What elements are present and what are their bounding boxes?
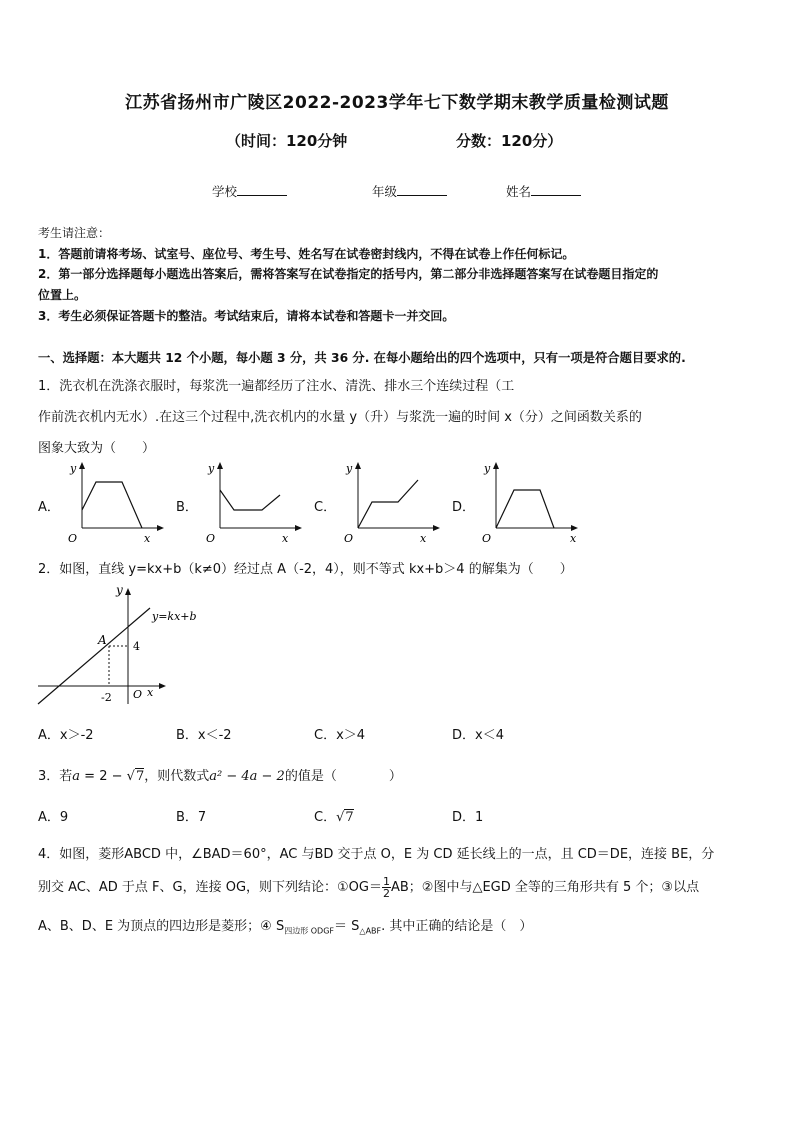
name-blank[interactable]	[531, 183, 581, 196]
q2-text: 2．如图，直线 y=kx+b（k≠0）经过点 A（-2，4），则不等式 kx+b＞4 的解集为（ ）	[38, 562, 573, 577]
grade-field: 年级	[372, 182, 447, 200]
q2-axis-y: y	[116, 583, 123, 597]
q2-option-c[interactable]: C．x＞4	[314, 728, 366, 743]
q4-line-1: 4．如图，菱形ABCD 中，∠BAD＝60°，AC 与BD 交于点 O，E 为 CD 延长线上的一点，且 CD＝DE，连接 BE，分	[38, 847, 715, 862]
q1-line-3: 图象大致为（ ）	[38, 441, 156, 456]
q3-text: 3．若a = 2 − √7，则代数式a² − 4a − 2的值是（ ）	[38, 769, 402, 784]
q2-line-label: y=kx+b	[152, 610, 197, 623]
q3-option-c[interactable]: C．√7	[314, 810, 354, 825]
q1-graph-d	[474, 460, 586, 546]
q4-line-2: 别交 AC、AD 于点 F、G，连接 OG，则下列结论：①OG＝ $\frac{1}{2}$ AB；②图中与△EGD 全等的三角形共有 5 个；③以点	[38, 875, 700, 900]
notice-heading: 考生请注意：	[38, 226, 111, 240]
q1-graph-b	[198, 460, 310, 546]
q2-origin: O	[133, 688, 143, 701]
q2-tick-neg2: -2	[101, 691, 112, 704]
q3-option-a[interactable]: A．9	[38, 810, 69, 825]
q2-point-a: A	[98, 633, 107, 647]
school-field: 学校	[212, 182, 287, 200]
graph-d-y: y	[484, 462, 491, 475]
q3-expression: a² − 4a − 2	[209, 769, 285, 784]
graph-a-y: y	[70, 462, 77, 475]
name-field: 姓名	[506, 182, 581, 200]
q1-option-d[interactable]: D．	[452, 500, 476, 515]
school-blank[interactable]	[237, 183, 287, 196]
q1-line-2: 作前洗衣机内无水）.在这三个过程中,洗衣机内的水量 y（升）与浆洗一遍的时间 x（分）之间函数关系的	[38, 410, 642, 425]
graph-a-x: x	[144, 532, 151, 545]
q3-option-b[interactable]: B．7	[176, 810, 207, 825]
q1-option-a[interactable]: A．	[38, 500, 60, 515]
q2-option-a[interactable]: A．x＞-2	[38, 728, 94, 743]
q1-line-1: 1．洗衣机在洗涤衣服时，每浆洗一遍都经历了注水、清洗、排水三个连续过程（工	[38, 379, 515, 394]
q1-graph-a	[60, 460, 172, 546]
notice-item-3: 3．考生必须保证答题卡的整洁。考试结束后，请将本试卷和答题卡一并交回。	[38, 309, 455, 323]
notice-item-2: 2．第一部分选择题每小题选出答案后，需将答案写在试卷指定的括号内，第二部分非选择题答案写在试卷题目指定的	[38, 267, 659, 281]
notice-item-2b: 位置上。	[38, 288, 87, 302]
q1-graph-c	[336, 460, 448, 546]
q4-line-3: A、B、D、E 为顶点的四边形是菱形；④ $S_{四边形 ODGF}= S_{\triangle ABF}$. 其中正确的结论是（ ）	[38, 919, 533, 936]
q1-option-c[interactable]: C．	[314, 500, 337, 515]
graph-b-y: y	[208, 462, 215, 475]
q2-option-d[interactable]: D．x＜4	[452, 728, 504, 743]
notice-item-1: 1．答题前请将考场、试室号、座位号、考生号、姓名写在试卷密封线内，不得在试卷上作任何标记。	[38, 247, 575, 261]
graph-b-o: O	[206, 532, 216, 545]
graph-a-o: O	[68, 532, 78, 545]
q3-option-d[interactable]: D．1	[452, 810, 484, 825]
exam-score: 分数：120分）	[456, 132, 563, 150]
graph-d-o: O	[482, 532, 492, 545]
q2-axis-x: x	[147, 686, 154, 699]
exam-time: （时间：120分钟	[226, 132, 348, 150]
grade-blank[interactable]	[397, 183, 447, 196]
q2-option-b[interactable]: B．x＜-2	[176, 728, 232, 743]
page-title: 江苏省扬州市广陵区2022-2023学年七下数学期末教学质量检测试题	[125, 93, 669, 113]
graph-b-x: x	[282, 532, 289, 545]
q3-sqrt7: 7	[135, 769, 145, 784]
graph-c-o: O	[344, 532, 354, 545]
graph-c-x: x	[420, 532, 427, 545]
graph-c-y: y	[346, 462, 353, 475]
section-heading: 一、选择题：本大题共 12 个小题，每小题 3 分，共 36 分. 在每小题给出的四个选项中，只有一项是符合题目要求的.	[38, 351, 686, 365]
graph-d-x: x	[570, 532, 577, 545]
q4-fraction: $\frac{1}{2}$	[383, 875, 390, 900]
q1-option-b[interactable]: B．	[176, 500, 198, 515]
q2-tick-4: 4	[133, 640, 140, 653]
q2-graph	[34, 580, 197, 710]
